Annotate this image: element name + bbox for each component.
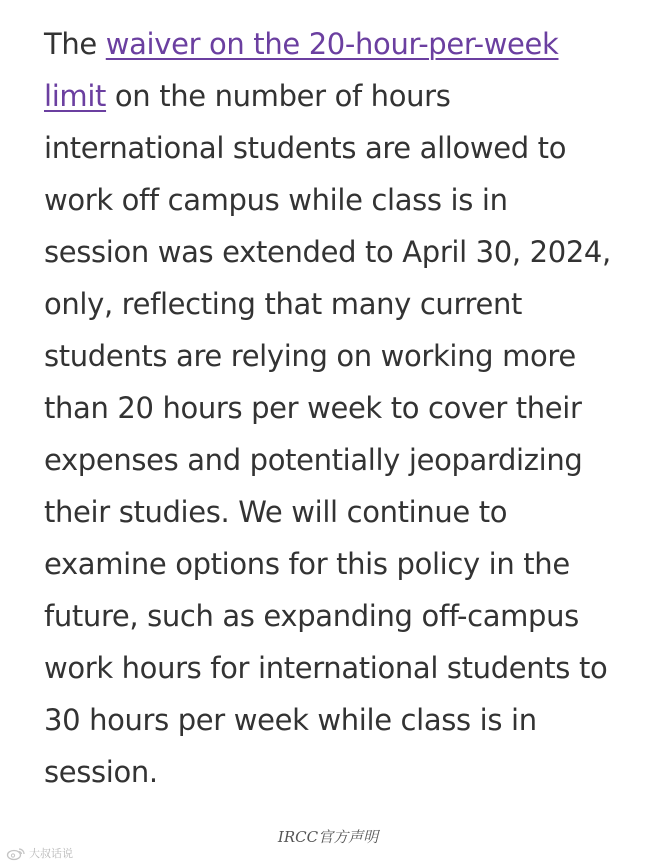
paragraph-text-rest: on the number of hours international students are allowed to work off campus while class is in session was extended to April 30, 2024, only, reflecting that many current students are relying on working more than 20 hours per week to cover their expenses and potentially jeopardizing their studies. We will continue to examine options for this policy in the future, such as expanding off-campus work hours for international students to 30 hours per week while class is in session. — [44, 79, 611, 789]
weibo-logo-icon — [6, 846, 26, 861]
image-caption: IRCC官方声明 — [277, 828, 379, 846]
waiver-link[interactable]: waiver on the 20-hour-per-week limit — [44, 27, 559, 113]
article-body — [44, 18, 619, 798]
watermark — [6, 845, 73, 861]
watermark-text: 大叔话说 — [29, 848, 73, 860]
paragraph-text-start: The — [44, 27, 106, 61]
article-paragraph — [44, 18, 619, 798]
